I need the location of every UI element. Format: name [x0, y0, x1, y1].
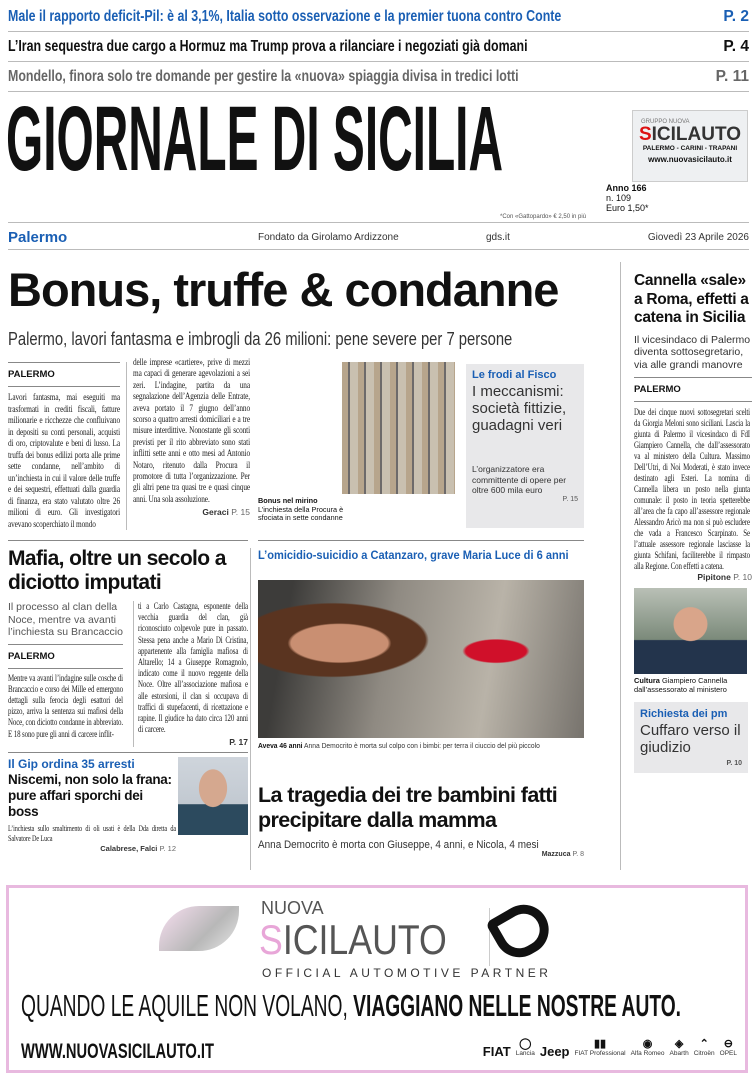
- teaser-page: P. 11: [715, 68, 749, 85]
- masthead-logo: [6, 96, 606, 182]
- alfa-romeo-logo-icon: ◉: [642, 1038, 653, 1050]
- cannella-caption: Cultura Giampiero Cannella dall’assessorato al ministero: [634, 676, 728, 694]
- left-lower-column: [8, 540, 248, 853]
- column-divider: [250, 548, 251, 870]
- teaser-text: Mondello, finora solo tre domande per gestire la «nuova» spiaggia divisa in tredici lotti: [8, 68, 519, 85]
- mafia-kicker: PALERMO: [8, 644, 123, 669]
- sidebox-title: I meccanismi: società fittizie, guadagni veri: [472, 383, 567, 434]
- ad-brand: SICILAUTO: [638, 124, 742, 145]
- right-kicker: PALERMO: [634, 377, 752, 402]
- teaser-text: Male il rapporto deficit-Pil: è al 3,1%, Italia sotto osservazione e la premier tuona contro Conte: [8, 8, 562, 25]
- mafia-text-2: ti a Carlo Castagna, esponente della vecchia guardia del clan, già riconosciuto colpevole pure in passato. Stessa pena anche a Mario Di Cristina, appartenente alla famiglia mafiosa di Altarello; 14 a Giuseppe Romagnolo, indicato come il nuovo reggente della Noce. Oltre all’associazione mafiosa e alle estorsioni, il clan si occupava di traffici di stupefacenti, di ricettazione e rapine. Il giudice ha dato circa 120 anni di carcere.: [138, 601, 248, 735]
- website-link[interactable]: gds.it: [486, 232, 510, 243]
- car-brand-logos: [483, 1038, 737, 1058]
- niscemi-kicker: Il Gip ordina 35 arresti: [8, 757, 135, 772]
- mafia-col-1: [8, 601, 123, 747]
- citroen-logo: ⌃ Citroën: [693, 1038, 715, 1057]
- opel-logo: ⊖ OPEL: [719, 1038, 737, 1057]
- ad-group: GRUPPO NUOVA: [641, 119, 690, 125]
- info-strip: [8, 222, 749, 250]
- lead-col-1: [8, 362, 120, 531]
- lead-sidebox[interactable]: [466, 364, 584, 528]
- catanzaro-subhead: Anna Democrito è morta con Giuseppe, 4 anni, e Nicola, 4 mesi: [258, 839, 539, 851]
- ad-cities: PALERMO - CARINI - TRAPANI: [642, 145, 738, 152]
- catanzaro-headline[interactable]: La tragedia dei tre bambini fatti precipitare dalla mamma: [258, 783, 558, 832]
- sidebox-kicker: Le frodi al Fisco: [472, 369, 557, 381]
- ad-brand-logo: SICILAUTO: [259, 916, 447, 963]
- issue-year: Anno 166: [606, 183, 647, 193]
- cuffaro-page: P. 10: [726, 760, 742, 767]
- right-column: [634, 272, 752, 773]
- issue-info: [606, 183, 649, 213]
- mafia-text-1: Mentre va avanti l’indagine sulle cosche di Brancaccio e corso dei Mille ed emergono dettagli sulla ferocia degli esattori del pizzo, arriva la sentenza sui mafiosi della Noce, con diciotto condanne in abbreviato. E 18 sono pure gli anni di carcere inflit-: [8, 672, 123, 739]
- cuffaro-kicker: Richiesta dei pm: [640, 708, 728, 720]
- teaser-text: L’Iran sequestra due cargo a Hormuz ma Trump prova a rilanciare i negoziati già domani: [8, 38, 528, 55]
- mafia-page: P. 17: [229, 737, 248, 748]
- catanzaro-photo: [258, 580, 584, 738]
- issue-price: Euro 1,50*: [606, 203, 649, 213]
- alfa-romeo-logo: ◉ Alfa Romeo: [630, 1038, 665, 1057]
- catanzaro-divider: [258, 540, 584, 541]
- price-note: *Con «Gattopardo» € 2,50 in più: [500, 214, 587, 220]
- lancia-logo-icon: ◯: [519, 1038, 532, 1050]
- lead-text-2: delle imprese «cartiere», prive di mezzi ma capaci di generare agevolazioni a sei zeri. L’indagine, partita da una segnalazione dell’Agenzia delle Entrate, aveva portato il 7 giugno dell’anno scorso a quattro arresti domiciliari e a tre misure interdittive. Nonostante gli sconti previsti per il rito abbreviato sono stati inflitti sette anni e otto mesi ad Antonio Notaro, ritenuto dalla Procura il promotore di tutta l’organizzazione. Per gli altri pene tra quasi tre e quasi cinque anni. Una sola assoluzione.: [133, 358, 250, 505]
- lead-byline: Geraci P. 15: [202, 507, 250, 518]
- mafia-subhead: Il processo al clan della Noce, mentre va avanti l’inchiesta su Brancaccio: [8, 601, 123, 638]
- right-subhead: Il vicesindaco di Palermo diventa sottosegretario, via alle grandi manovre: [634, 333, 751, 371]
- catanzaro-kicker: L’omicidio-suicidio a Catanzaro, grave Maria Luce di 6 anni: [258, 548, 569, 562]
- niscemi-text: L’inchiesta sullo smaltimento di oli usati è della Dda diretta da Salvatore De Luca: [8, 824, 176, 844]
- column-divider: [126, 362, 127, 530]
- fiat-professional-logo-icon: ▮▮: [593, 1038, 607, 1050]
- teaser-3[interactable]: [8, 62, 749, 92]
- teaser-page: P. 4: [723, 38, 749, 55]
- teaser-page: P. 2: [723, 8, 749, 25]
- ad-nuova: NUOVA: [261, 898, 324, 918]
- ad-slogan: QUANDO LE AQUILE NON VOLANO, VIAGGIANO NELLE NOSTRE AUTO.: [21, 988, 682, 1023]
- column-divider: [620, 262, 621, 870]
- right-text: Due dei cinque nuovi sottosegretari scelti da Giorgia Meloni sono siciliani. Lascia la giunta di Palermo il vicesindaco di FdI Giampiero Cannella, che dall’assessorato va al ministero della Cultura. Massimo Dell’Utri, di Noi Moderati, è stato invece destinato agli Esteri. La nomina di Cannella libera un posto nella giunta comunale: il posto in teoria spetterebbe all’area che fa capo all’assessore regionale Alessandro Aricò ma non si può escludere che vada a Francesco Scarpinato. Se l’attuale assessore regionale lasciasse la giunta Schifani, faciliterebbe il rimpasto alla Regione. Con effetti a catena.: [634, 407, 750, 571]
- niscemi-byline: Calabrese, Falci P. 12: [100, 844, 176, 854]
- ad-divider: [489, 908, 490, 966]
- ad-url: www.nuovasicilauto.it: [648, 155, 732, 164]
- cuffaro-box[interactable]: [634, 702, 748, 773]
- issue-number: n. 109: [606, 193, 632, 203]
- lead-photo-scaffolding: [342, 362, 455, 494]
- lead-kicker: PALERMO: [8, 362, 120, 387]
- niscemi-headline[interactable]: Niscemi, non solo la frana: pure affari sporchi dei boss: [8, 772, 172, 820]
- mafia-divider: [8, 540, 248, 541]
- bottom-ad[interactable]: [6, 885, 748, 1073]
- niscemi-article: [8, 752, 248, 853]
- catanzaro-caption: Aveva 46 anni Anna Democrito è morta sul colpo con i bimbi: per terra il ciuccio del più piccolo: [258, 741, 540, 750]
- cuffaro-title: Cuffaro verso il giudizio: [640, 722, 741, 756]
- right-byline: Pipitone P. 10: [697, 572, 752, 582]
- teaser-1[interactable]: [8, 2, 749, 32]
- lead-subhead: Palermo, lavori fantasma e imbrogli da 26 milioni: pene severe per 7 persone: [8, 328, 513, 349]
- lead-col-2: [133, 358, 250, 517]
- abarth-logo-icon: ◈: [674, 1038, 684, 1050]
- fiat-logo: FIAT: [482, 1044, 511, 1059]
- fiat-professional-logo: ▮▮ FIAT Professional: [574, 1038, 626, 1057]
- founder: Fondato da Girolamo Ardizzone: [258, 232, 399, 243]
- sicilauto-logo-icon: [159, 906, 239, 951]
- top-ad[interactable]: [632, 110, 748, 182]
- ad-partner: OFFICIAL AUTOMOTIVE PARTNER: [262, 966, 552, 980]
- catanzaro-byline: Mazzuca P. 8: [541, 851, 584, 858]
- lead-photo-caption: Bonus nel mirino L’inchiesta della Procura è sfociata in sette condanne: [258, 496, 344, 523]
- abarth-logo: ◈ Abarth: [669, 1038, 689, 1057]
- sidebox-page: P. 15: [562, 495, 578, 503]
- eagle-logo-icon: [485, 896, 558, 967]
- jeep-logo: Jeep: [539, 1044, 570, 1059]
- right-headline[interactable]: Cannella «sale» a Roma, effetti a catena in Sicilia: [634, 272, 749, 326]
- mafia-col-2: [133, 601, 248, 747]
- lead-headline[interactable]: Bonus, truffe & condanne: [8, 263, 559, 316]
- lead-text-1: Lavori fantasma, mai eseguiti ma trasformati in crediti fiscali, fatture milionarie e ricchezze che confluivano in depositi su conti personali, acquisti di oro, criptovalute e beni di lusso. La truffa dei bonus edilizi porta alle prime sette condanne, nell’ambito di un’inchiesta in cui il valore delle truffe e dei sequestri, effettuati dalla guardia di finanza, era stato valutato oltre 26 milioni di euro. Gli investigatori avevano scoperchiato il mondo: [8, 393, 120, 530]
- lancia-logo: ◯ Lancia: [515, 1038, 535, 1057]
- catanzaro-article: [258, 783, 588, 858]
- cannella-photo: [634, 588, 747, 674]
- masthead-title: GIORNALE DI SICILIA: [6, 96, 504, 182]
- sidebox-text: L’organizzatore era committente di opere per oltre 600 mila euro: [472, 464, 567, 495]
- issue-date: Giovedì 23 Aprile 2026: [647, 232, 749, 243]
- opel-logo-icon: ⊖: [723, 1038, 733, 1050]
- niscemi-photo: [178, 757, 248, 835]
- citroen-logo-icon: ⌃: [699, 1038, 709, 1050]
- edition-city: Palermo: [8, 229, 68, 246]
- mafia-headline[interactable]: Mafia, oltre un secolo a diciotto imputati: [8, 547, 226, 594]
- mafia-columns: [8, 601, 248, 747]
- ad-url[interactable]: WWW.NUOVASICILAUTO.IT: [21, 1040, 214, 1063]
- teaser-2[interactable]: [8, 32, 749, 62]
